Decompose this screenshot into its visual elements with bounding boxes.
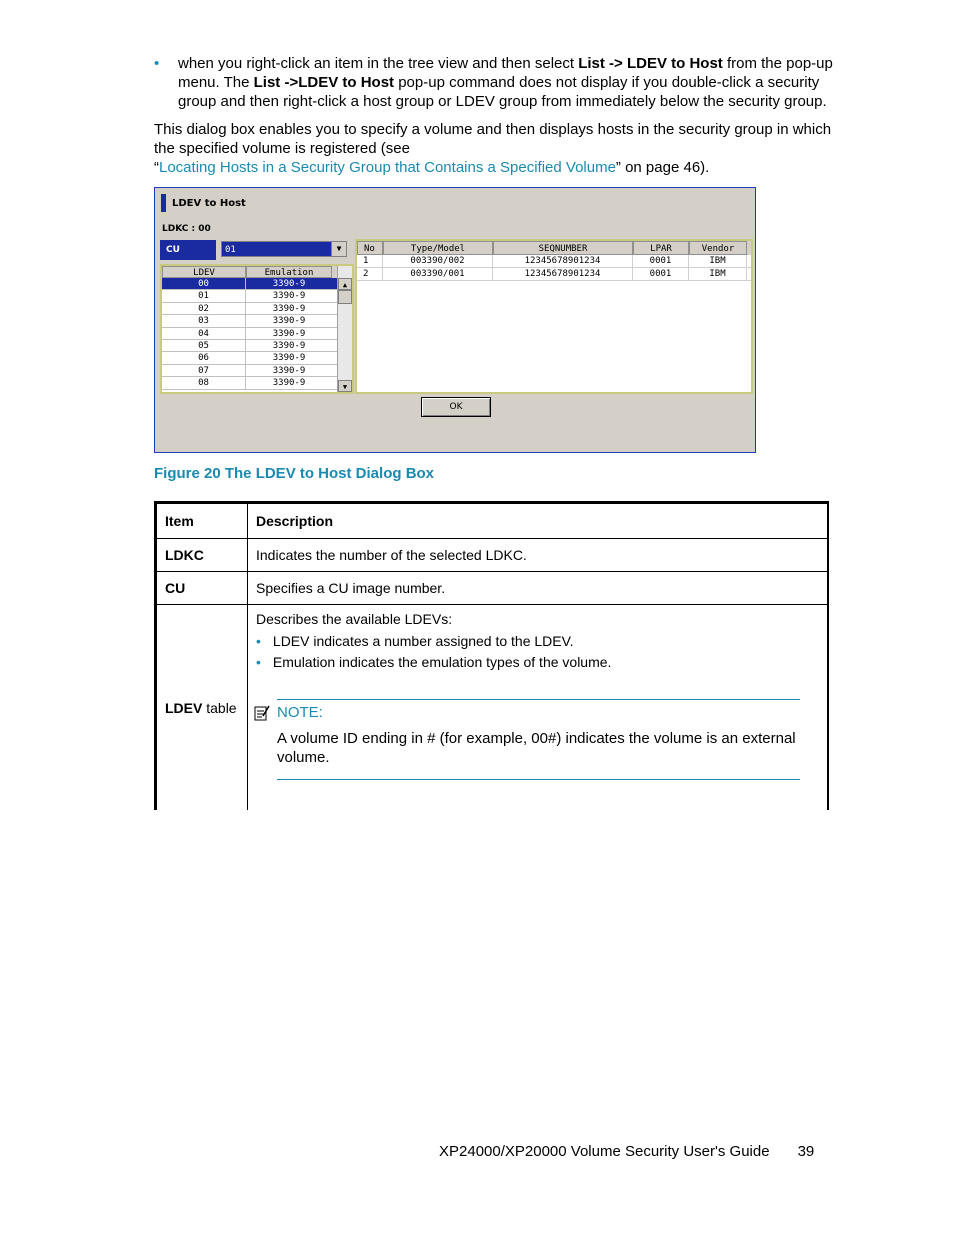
ldev-cell: 07 [162,365,246,376]
footer-title: XP24000/XP20000 Volume Security User's Guide [439,1143,770,1160]
emulation-cell: 3390-9 [272,279,306,289]
ldev-cell: 08 [162,377,246,388]
ldkc-label: LDKC : 00 [162,224,211,234]
type-model-cell: 003390/002 [383,255,493,267]
ldev-desc-content [256,605,819,810]
ok-button[interactable]: OK [421,397,491,417]
emulation-col-header[interactable]: Emulation [246,266,332,278]
dialog-title-text: LDEV to Host [172,198,246,209]
item-ldev-bold: LDEV [165,699,203,716]
no-col-header[interactable]: No [357,241,383,255]
ldev-cell: 03 [162,315,246,326]
emulation-cell: 3390-9 [272,316,306,327]
note-label: NOTE: [277,704,323,721]
list-item-text: Emulation indicates the emulation types of the volume. [272,654,612,670]
no-cell: 1 [357,255,383,267]
emulation-cell: 3390-9 [272,328,306,339]
page-footer [439,1143,814,1160]
item-ldev-table [156,605,248,811]
table-row[interactable] [162,340,352,352]
bullet-text-1: when you right-click an item in the tree view and then select [178,55,579,72]
ldev-table-header [162,266,352,278]
emulation-cell: 3390-9 [272,291,306,302]
note-text: A volume ID ending in # (for example, 00#) indicates the volume is an external volume. [277,730,796,766]
host-table-header [357,241,751,255]
bullet-bold-2: List ->LDEV to Host [253,74,395,91]
table-row [156,605,829,811]
table-row[interactable] [162,290,352,302]
cu-dropdown[interactable] [221,241,347,257]
type-model-col-header[interactable]: Type/Model [383,241,493,255]
note-icon [254,705,270,721]
scroll-up-icon[interactable]: ▲ [338,278,352,290]
table-row [156,539,829,572]
intro-bullet [154,54,834,111]
table-row [156,572,829,605]
table-row[interactable] [162,352,352,364]
ldev-cell: 02 [162,303,246,314]
item-cu: CU [156,572,248,605]
para-text-1: This dialog box enables you to specify a volume and then displays hosts in the security group in which the specified volume is registered (see [154,121,832,157]
ldev-cell: 04 [162,328,246,339]
list-item [256,633,574,649]
item-header: Item [156,503,248,539]
description-header: Description [248,503,829,539]
dialog-title [161,194,246,212]
seqnumber-cell: 12345678901234 [493,268,633,280]
desc-ldkc: Indicates the number of the selected LDKC. [248,539,829,572]
lpar-cell: 0001 [633,255,689,267]
ldev-cell: 00 [162,278,246,289]
table-row[interactable] [162,303,352,315]
intro-paragraph [154,120,834,177]
vendor-cell: IBM [689,255,747,267]
figure-caption: Figure 20 The LDEV to Host Dialog Box [154,465,435,482]
scroll-thumb[interactable] [338,290,352,304]
emulation-cell: 3390-9 [272,353,306,364]
title-bar-marker [161,194,166,212]
desc-ldev-table [248,605,829,811]
note-divider-bottom [277,779,800,780]
ldev-col-header[interactable]: LDEV [162,266,246,278]
table-row[interactable] [162,377,352,389]
list-item-text: LDEV indicates a number assigned to the LDEV. [272,633,574,649]
bullet-text-3: pop-up command does not display if you double-click a security group and then right-click a host group or LDEV group from immediately below the security group. [178,74,827,110]
para-text-2: ” on page 46). [615,159,710,176]
ldev-cell: 01 [162,290,246,301]
para-quote: “ [154,159,159,176]
chevron-down-icon[interactable]: ▼ [331,242,346,256]
host-table [355,239,753,394]
intro-bullet-text [178,54,834,111]
bullet-dot: • [256,633,261,649]
seqnumber-col-header[interactable]: SEQNUMBER [493,241,633,255]
note-divider-top [277,699,800,700]
table-row[interactable] [162,328,352,340]
emulation-cell: 3390-9 [272,340,306,351]
vendor-cell: IBM [689,268,747,280]
ldev-cell: 06 [162,352,246,363]
lpar-cell: 0001 [633,268,689,280]
ldev-desc-intro: Describes the available LDEVs: [256,611,453,627]
emulation-cell: 3390-9 [272,378,306,389]
bullet-dot: • [256,654,261,670]
ldev-to-host-dialog [154,187,756,453]
table-row[interactable] [162,278,352,290]
table-row[interactable] [357,255,751,268]
cu-label: CU [160,240,216,260]
table-header-row [156,503,829,539]
table-row[interactable] [162,365,352,377]
ldev-scrollbar[interactable] [337,266,352,392]
bullet-bold-1: List -> LDEV to Host [578,55,723,72]
emulation-cell: 3390-9 [272,365,306,376]
cu-dropdown-value: 01 [225,245,236,255]
desc-cu: Specifies a CU image number. [248,572,829,605]
page-number: 39 [797,1143,815,1160]
vendor-col-header[interactable]: Vendor [689,241,747,255]
ldev-cell: 05 [162,340,246,351]
seqnumber-cell: 12345678901234 [493,255,633,267]
no-cell: 2 [357,268,383,280]
type-model-cell: 003390/001 [383,268,493,280]
scroll-down-icon[interactable]: ▼ [338,380,352,392]
list-item [256,654,611,670]
ldev-table [160,264,354,394]
item-ldkc: LDKC [156,539,248,572]
table-row[interactable] [357,268,751,281]
table-row[interactable] [162,315,352,327]
item-ldev-rest: table [202,699,237,716]
cross-reference-link[interactable]: Locating Hosts in a Security Group that Contains a Specified Volume [159,159,616,176]
emulation-cell: 3390-9 [272,303,306,314]
description-table [154,501,829,810]
bullet-dot: • [154,55,160,72]
bullet-text-2: from the pop-up menu. The [178,55,833,91]
lpar-col-header[interactable]: LPAR [633,241,689,255]
